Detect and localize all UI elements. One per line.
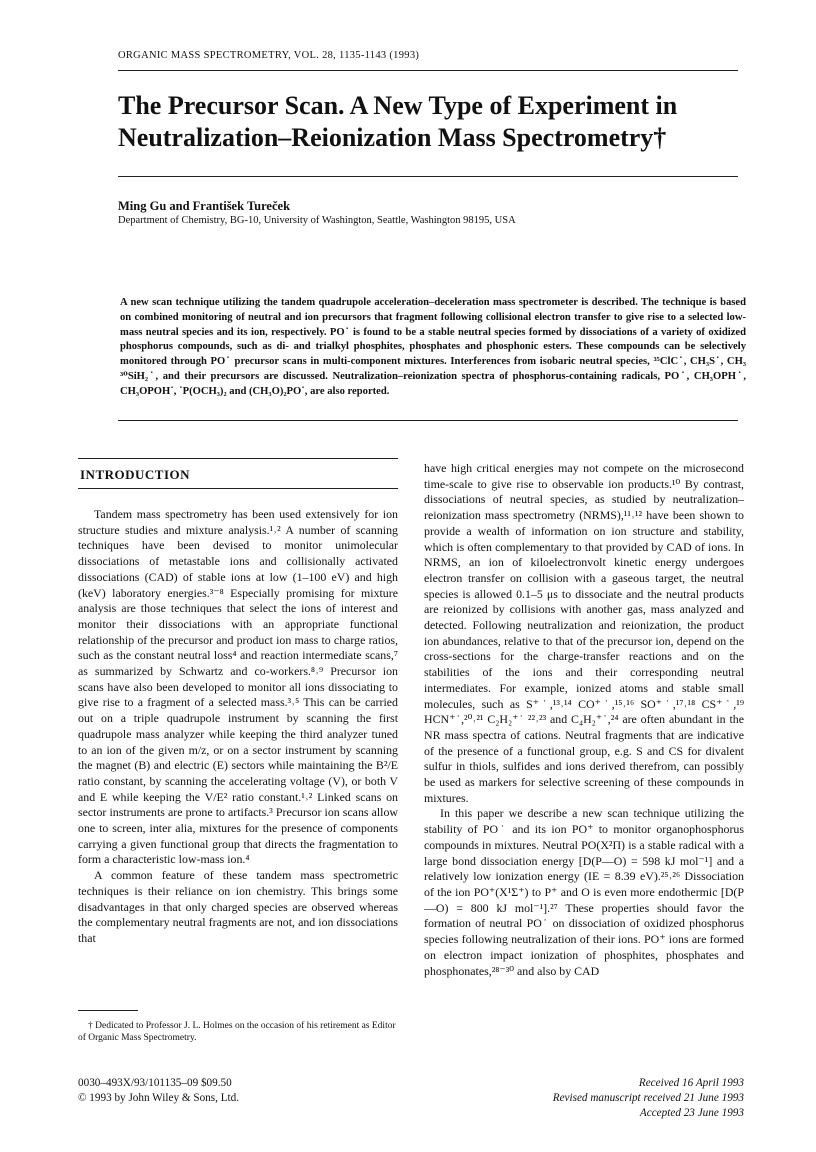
copyright-line: © 1993 by John Wiley & Sons, Ltd. [78,1092,240,1104]
accepted-date: Accepted 23 June 1993 [639,1107,744,1119]
received-date: Received 16 April 1993 [638,1077,744,1089]
running-head: ORGANIC MASS SPECTROMETRY, VOL. 28, 1135-1143 (1993) [118,50,420,61]
footnote-rule [78,1010,138,1011]
intro-heading-top-rule [78,458,398,459]
intro-heading-bottom-rule [78,488,398,489]
paragraph: In this paper we describe a new scan technique utilizing the stability of PO˙ and its ion PO⁺ to monitor organophosphorus compounds in mixtures. Neutral PO(X²Π) is a stable radical with a large bond dissociation energy [D(P—O) = 598 kJ mol⁻¹] and a relatively low ionization energy (IE = 8.39 eV).²⁵˒²⁶ Dissociation of the ion PO⁺(X¹Σ⁺) to P⁺ and O is even more endothermic [D(P—O) = 800 kJ mol⁻¹].²⁷ These properties should favor the formation of neutral PO˙ on dissociation of oxidized phosphorus species following neutralization of their ions. PO⁺ ions are formed on electron impact ionization of phosphites, phosphates and phosphonates,²⁸⁻³⁰ and also by CAD [424,806,744,978]
header-rule [118,70,738,71]
abstract-rule [118,420,738,421]
issn-block [78,1076,239,1106]
abstract: A new scan technique utilizing the tandem quadrupole acceleration–deceleration mass spectrometer is described. The technique is based on combined monitoring of neutral and ion precursors that fragment following collisional electron transfer to give rise to a selected low-mass neutral species and its ion, respectively. PO˙ is found to be a stable neutral species formed by dissociations of a variety of oxidized phosphorus compounds, such as di- and trialkyl phosphites, phosphates and phosphonic esters. These compounds can be selectively monitored through PO˙ precursor scans in multi-component mixtures. Interferences from isobaric neutral species, ³⁵ClC˙, CH₃S˙, CH₃ ³⁰SiH₂˙, and their precursors are discussed. Neutralization–reionization spectra of phosphorus-containing radicals, PO˙, CH₃OPH˙, CH₃OPOH˙, ˙P(OCH₃)₂ and (CH₃O)₂PO˙, are also reported. [120,297,746,397]
issn-line: 0030–493X/93/101135–09 $09.50 [78,1077,232,1089]
section-heading: INTRODUCTION [80,467,191,482]
title-rule [118,176,738,177]
dates-block [480,1076,744,1121]
right-column [424,461,744,979]
paragraph: Tandem mass spectrometry has been used extensively for ion structure studies and mixture analysis.¹˒² A number of scanning techniques have been devised to monitor unimolecular dissociations of metastable ions and collisionally activated dissociations (CAD) of stable ions at low (1–100 eV) and high (keV) laboratory energies.³⁻⁸ Especially promising for mixture analysis are those techniques that select the ions of interest and monitor their dissociations with an appropriate functional relationship of the precursor and product ion mass to charge ratios, such as the constant neutral loss⁴ and reaction intermediate scans,⁷ as summarized by Schwartz and co-workers.⁸˒⁹ Precursor ion scans have also been developed to monitor all ions dissociating to give rise to a fragment of a selected mass.³˒⁵ This can be carried out on a triple quadrupole instrument by scanning the first quadrupole mass analyzer while keeping the third analyzer tuned to an ion of the given m/z, or on a sector instrument by scanning the magnet (B) and electric (E) sectors while maintaining the B²/E ratio constant, by scanning the accelerating voltage (V), or both V and E while keeping the V/E² ratio constant.¹˒² Linked scans on sector instruments are prone to artifacts.³ Precursor ion scans allow one to screen, inter alia, mixtures for the presence of components carrying a given functional group that directs the fragmentation to form a characteristic low-mass ion.⁴ [78,507,398,867]
paragraph: have high critical energies may not compete on the microsecond time-scale to give rise to observable ion products.¹⁰ By contrast, dissociations of neutral species, as studied by neutralization–reionization mass spectrometry (NRMS),¹¹˒¹² have been shown to provide a wealth of information on ion structure and stability, which is often complementary to that provided by CAD of ions. In NRMS, an ion of kiloelectronvolt kinetic energy undergoes electron transfer on collision with a gaseous target, the neutral species is allowed 0.1–5 μs to dissociate and the neutral products are reionized by collisions with another gas, mass analyzed and detected. Following neutralization and reionization, the product ion abundances, relative to that of the precursor ion, depend on the cross-sections for the charge-transfer reactions and on the stabilities of the ions and their corresponding neutral intermediates. For example, ionized atoms and stable small molecules, such as S⁺˙,¹³˒¹⁴ CO⁺˙,¹⁵˒¹⁶ SO⁺˙,¹⁷˒¹⁸ CS⁺˙,¹⁹ HCN⁺˙,²⁰˒²¹ C₂H₂⁺˙ ²²˒²³ and C₄H₂⁺˙,²⁴ are often abundant in the NR mass spectra of cations. Neutral fragments that are indicative of the presence of a functional group, e.g. S and CS for divalent sulfur in thiols, sulfides and ions derived therefrom, can possibly be used as markers for selective screening of these compounds in mixtures. [424,461,744,805]
left-column [78,507,398,947]
article-title: The Precursor Scan. A New Type of Experiment in Neutralization–Reionization Mass Spectrometry† [118,91,678,152]
authors: Ming Gu and František Tureček [118,199,291,213]
paragraph: A common feature of these tandem mass spectrometric techniques is their reliance on ion chemistry. This brings some disadvantages in that only charged species are observed whereas the complementary neutral fragments are not, and ion dissociations that [78,868,398,945]
revised-date: Revised manuscript received 21 June 1993 [552,1092,744,1104]
affiliation: Department of Chemistry, BG-10, University of Washington, Seattle, Washington 98195, USA [118,215,516,226]
footnote: † Dedicated to Professor J. L. Holmes on the occasion of his retirement as Editor of Organic Mass Spectrometry. [78,1021,396,1043]
